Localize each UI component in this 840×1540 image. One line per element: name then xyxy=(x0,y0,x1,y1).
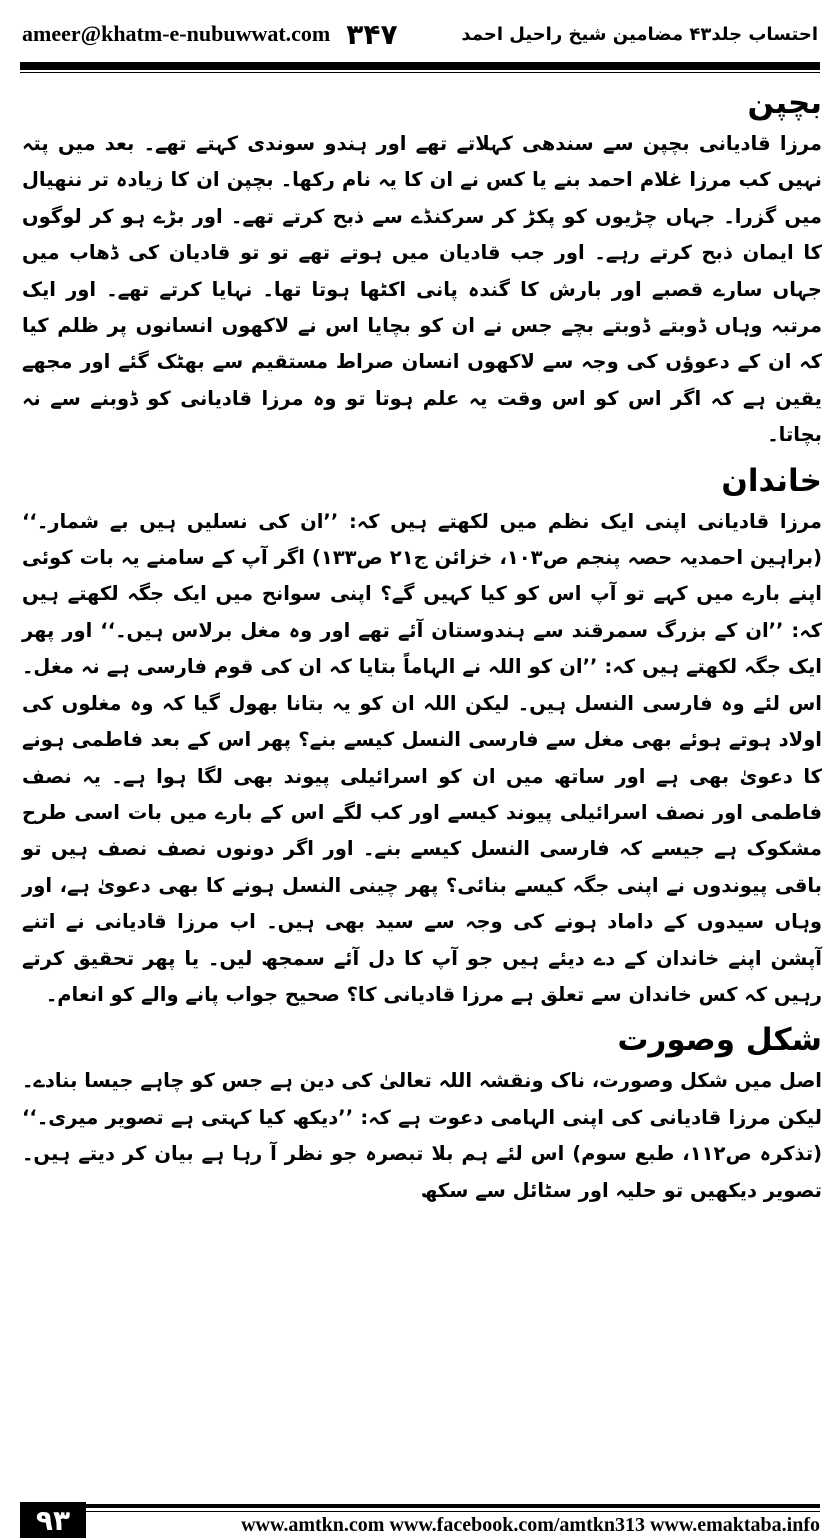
header-book-title: احتساب جلد۴۳ مضامین شیخ راحیل احمد xyxy=(461,23,818,45)
header-page-number: ۳۴۷ xyxy=(346,17,398,51)
section-heading-family: خاندان xyxy=(721,462,822,499)
paragraph-childhood: مرزا قادیانی بچپن سے سندھی کہلاتے تھے اور ہندو سوندی کہتے تھے۔ بعد میں پتہ نہیں کب مرزا غلام احمد بنے یا کس نے ان کا یہ نام رکھا۔ بچپن ان کا زیادہ تر ننھیال میں گزرا۔ جہاں چڑیوں کو پکڑ کر سرکنڈے سے ذبح کرتے تھے۔ اور بڑے ہو کر لوگوں کا ایمان ذبح کرتے رہے۔ اور جب قادیان میں ہوتے تھے تو تو قادیان کی ڈھاب میں جہاں سارے قصبے اور بارش کا گندہ پانی اکٹھا ہوتا تھا۔ نہایا کرتے تھے۔ اور ایک مرتبہ وہاں ڈوبتے ڈوبتے بچے جس نے ان کو بچایا اس نے لاکھوں انسانوں پر ظلم کیا کہ ان کے دعوؤں کی وجہ سے لاکھوں انسان صراط مستقیم سے بھٹک گئے اور مجھے یقین ہے کہ اگر اس کو اس وقت یہ علم ہوتا تو وہ مرزا قادیانی کو ڈوبنے سے نہ بچاتا۔ xyxy=(22,132,822,447)
section-heading-appearance: شکل وصورت xyxy=(617,1022,822,1059)
paragraph-family: مرزا قادیانی اپنی ایک نظم میں لکھتے ہیں کہ: ’’ان کی نسلیں ہیں بے شمار۔‘‘ (براہین احمدیہ حصہ پنجم ص۱۰۳، خزائن ج۲۱ ص۱۳۳) اگر آپ کے سامنے یہ بات کوئی اپنے بارے میں کہے تو آپ اس کو کیا کہیں گے؟ اپنی سوانح میں ایک جگہ لکھتے ہیں کہ: ’’ان کے بزرگ سمرقند سے ہندوستان آئے تھے اور وہ مغل برلاس ہیں۔‘‘ اور پھر ایک جگہ لکھتے ہیں کہ: ’’ان کو اللہ نے الہاماً بتایا کہ ان کی قوم فارسی ہے نہ مغل۔ اس لئے وہ فارسی النسل ہیں۔ لیکن اللہ ان کو یہ بتانا بھول گیا کہ وہ مغلوں کی اولاد ہوتے ہوئے بھی مغل سے فارسی النسل کیسے بنے؟ پھر اس کے بعد فاطمی ہونے کا دعویٰ بھی ہے اور ساتھ میں ان کو اسرائیلی پیوند بھی لگا ہوا ہے۔ یہ نصف فاطمی اور نصف اسرائیلی پیوند کیسے اور کب لگے اس کے بارے میں بات اسی طرح مشکوک ہے جیسے کہ فارسی النسل کیسے بنے۔ اور اگر دونوں نصف نصف ہیں تو باقی پیوندوں نے اپنی جگہ کیسے بنائی؟ پھر چینی النسل ہونے کا بھی دعویٰ ہے، اور وہاں سیدوں کے داماد ہونے کی وجہ سے سید بھی ہیں۔ اب مرزا قادیانی نے اتنے آپشن اپنے خاندان کے دے دیئے ہیں جو آپ کا دل آئے سمجھ لیں۔ یا پھر تحقیق کرتے رہیں کہ کس خاندان سے تعلق ہے مرزا قادیانی کا؟ صحیح جواب پانے والے کو انعام۔ xyxy=(22,509,823,1006)
footer-rule-thin xyxy=(86,1511,820,1512)
header-email: ameer@khatm-e-nubuwwat.com xyxy=(22,21,331,46)
header-rule-thin xyxy=(20,72,820,73)
footer-rule-thick xyxy=(86,1504,820,1508)
page-header xyxy=(22,14,818,54)
footer-page-number: ۹۳ xyxy=(20,1502,86,1538)
section-heading-childhood: بچپن xyxy=(747,85,822,121)
article-body xyxy=(22,80,822,1480)
footer-links: www.amtkn.com www.facebook.com/amtkn313 www.emaktaba.info xyxy=(241,1514,820,1536)
header-left xyxy=(22,18,398,51)
header-rule-thick xyxy=(20,62,820,70)
paragraph-appearance: اصل میں شکل وصورت، ناک ونقشہ اللہ تعالیٰ کی دین ہے جس کو چاہے جیسا بنادے۔ لیکن مرزا قادیانی کی اپنی الہامی دعوت ہے کہ: ’’دیکھ کیا کہتی ہے تصویر میری۔‘‘ (تذکرہ ص۱۱۲، طبع سوم) اس لئے ہم بلا تبصرہ جو نظر آ رہا ہے بیان کر دیتے ہیں۔ تصویر دیکھیں تو حلیہ اور سٹائل سے سکھ xyxy=(22,1069,822,1202)
